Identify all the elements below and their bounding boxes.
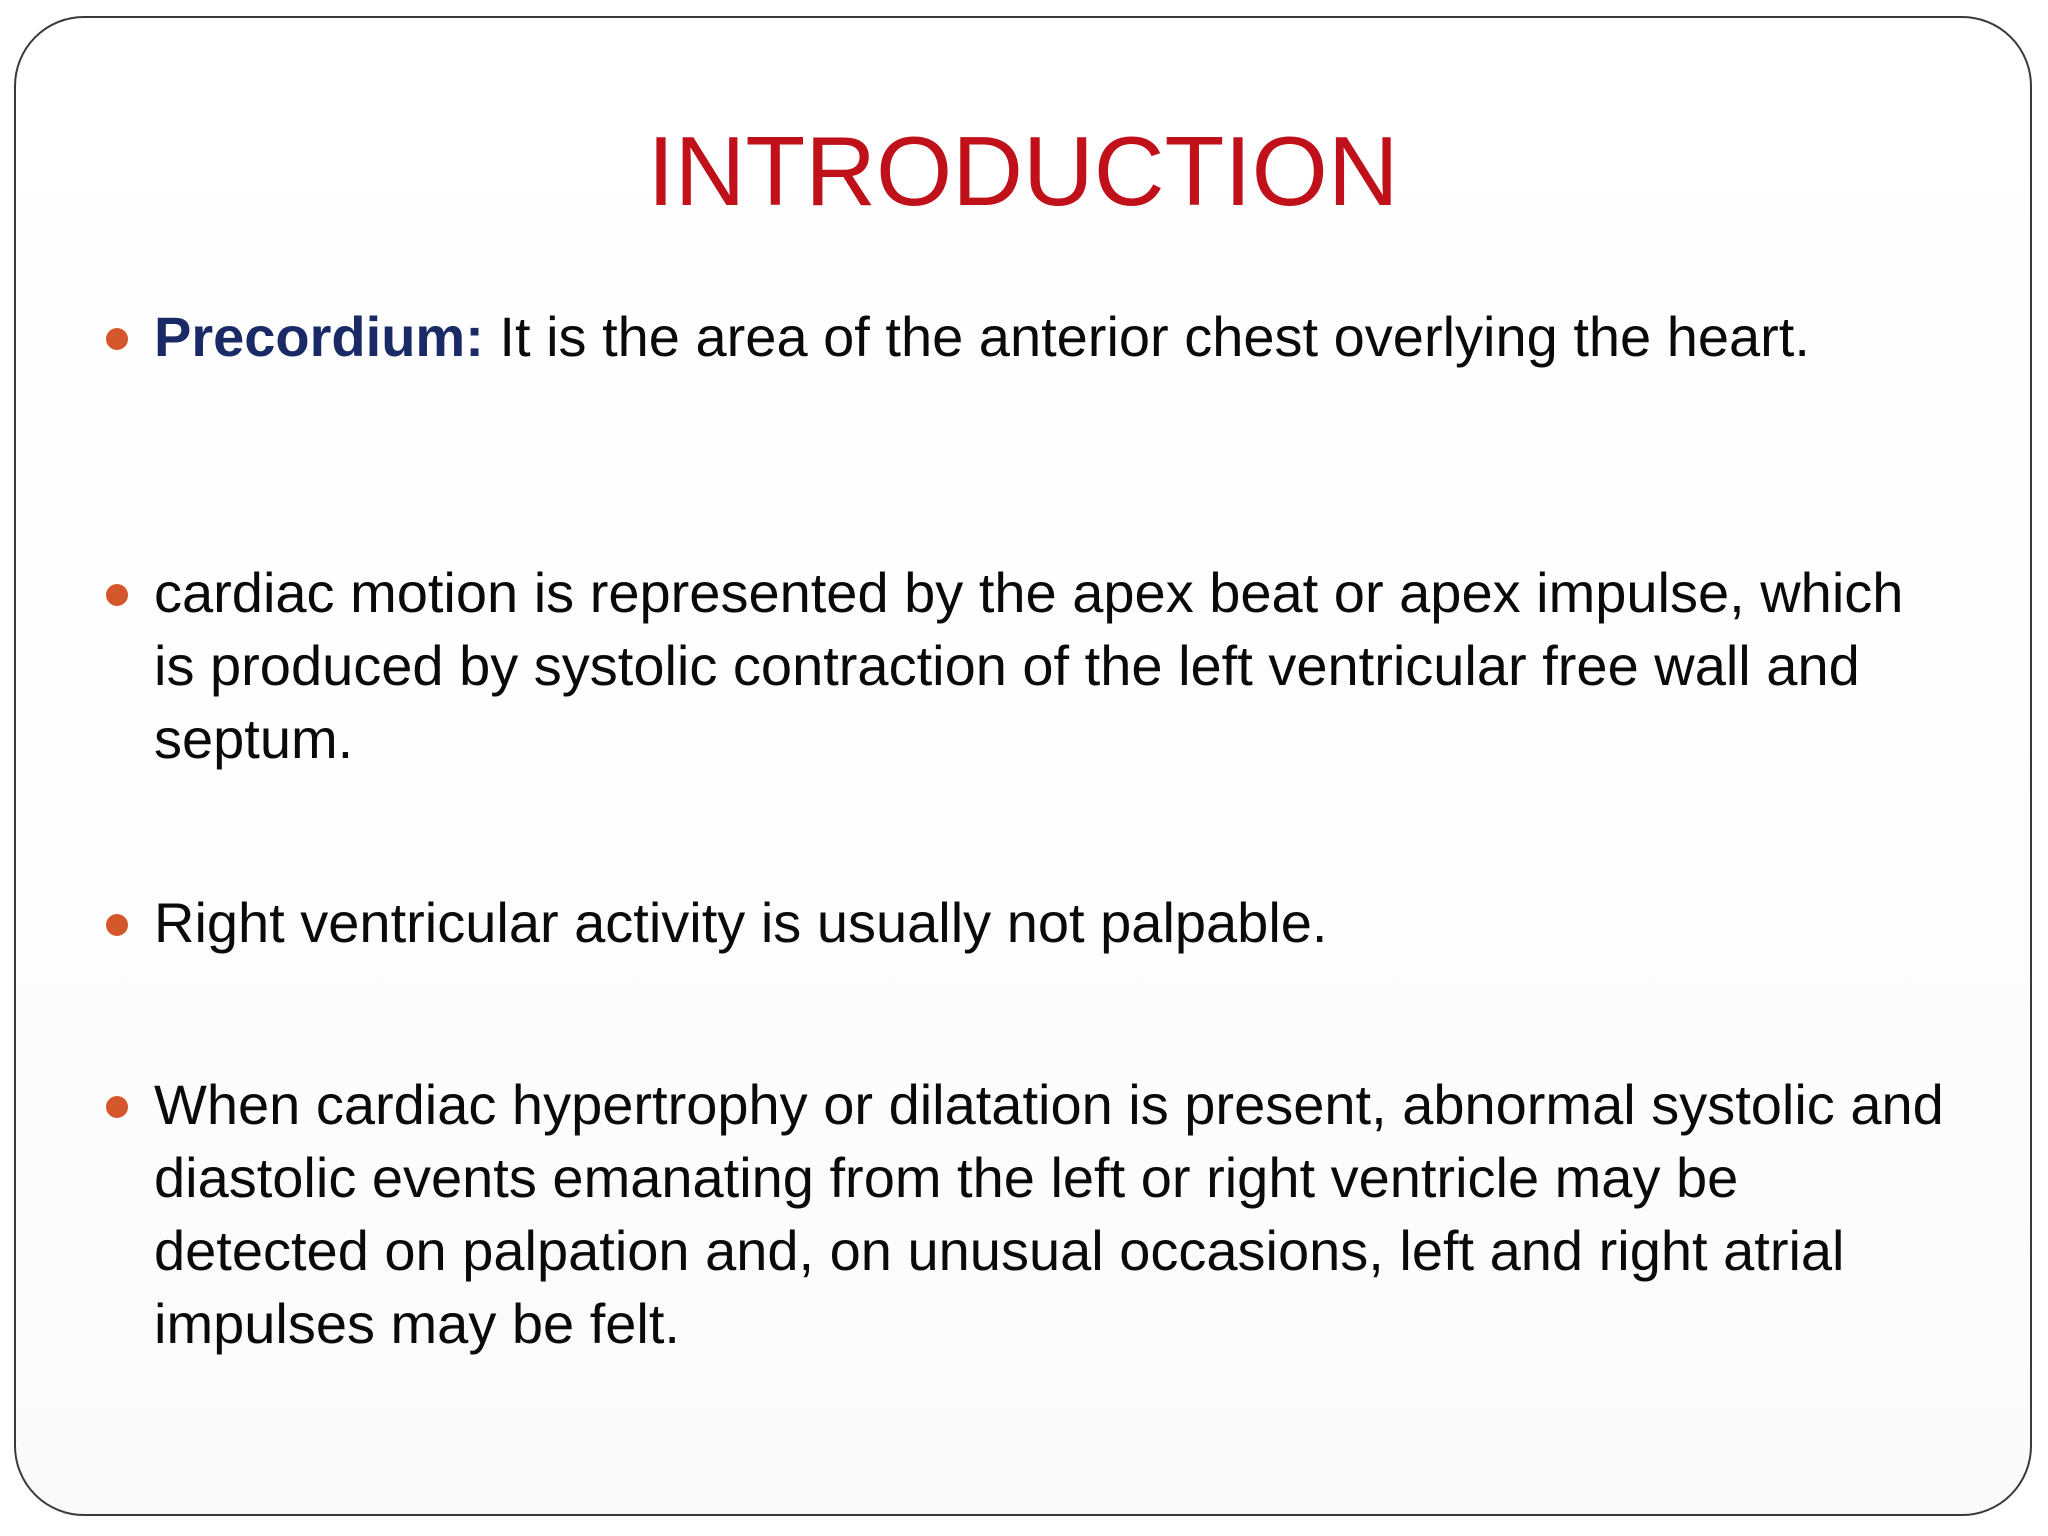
bullet-dot-icon xyxy=(106,1096,128,1118)
bullet-item xyxy=(154,886,1954,959)
bullet-text: cardiac motion is represented by the apex beat or apex impulse, which is produced by systolic contraction of the left ventricular free wall and septum. xyxy=(154,561,1904,770)
bullet-term: Precordium: xyxy=(154,305,484,368)
bullet-item xyxy=(154,556,1954,775)
bullet-item xyxy=(154,1068,1954,1360)
slide xyxy=(14,16,2032,1516)
bullet-text: It is the area of the anterior chest overlying the heart. xyxy=(483,305,1810,368)
bullet-text: Right ventricular activity is usually not palpable. xyxy=(154,891,1328,954)
slide-title: INTRODUCTION xyxy=(647,116,1399,226)
bullet-dot-icon xyxy=(106,328,128,350)
bullet-dot-icon xyxy=(106,584,128,606)
bullet-text: When cardiac hypertrophy or dilatation is present, abnormal systolic and diastolic events emanating from the left or right ventricle may be detected on palpation and, on unusual occasions, left and right atrial impulses may be felt. xyxy=(154,1073,1944,1355)
bullet-dot-icon xyxy=(106,914,128,936)
bullet-item xyxy=(154,300,1954,373)
bullet-list xyxy=(16,18,2030,1514)
